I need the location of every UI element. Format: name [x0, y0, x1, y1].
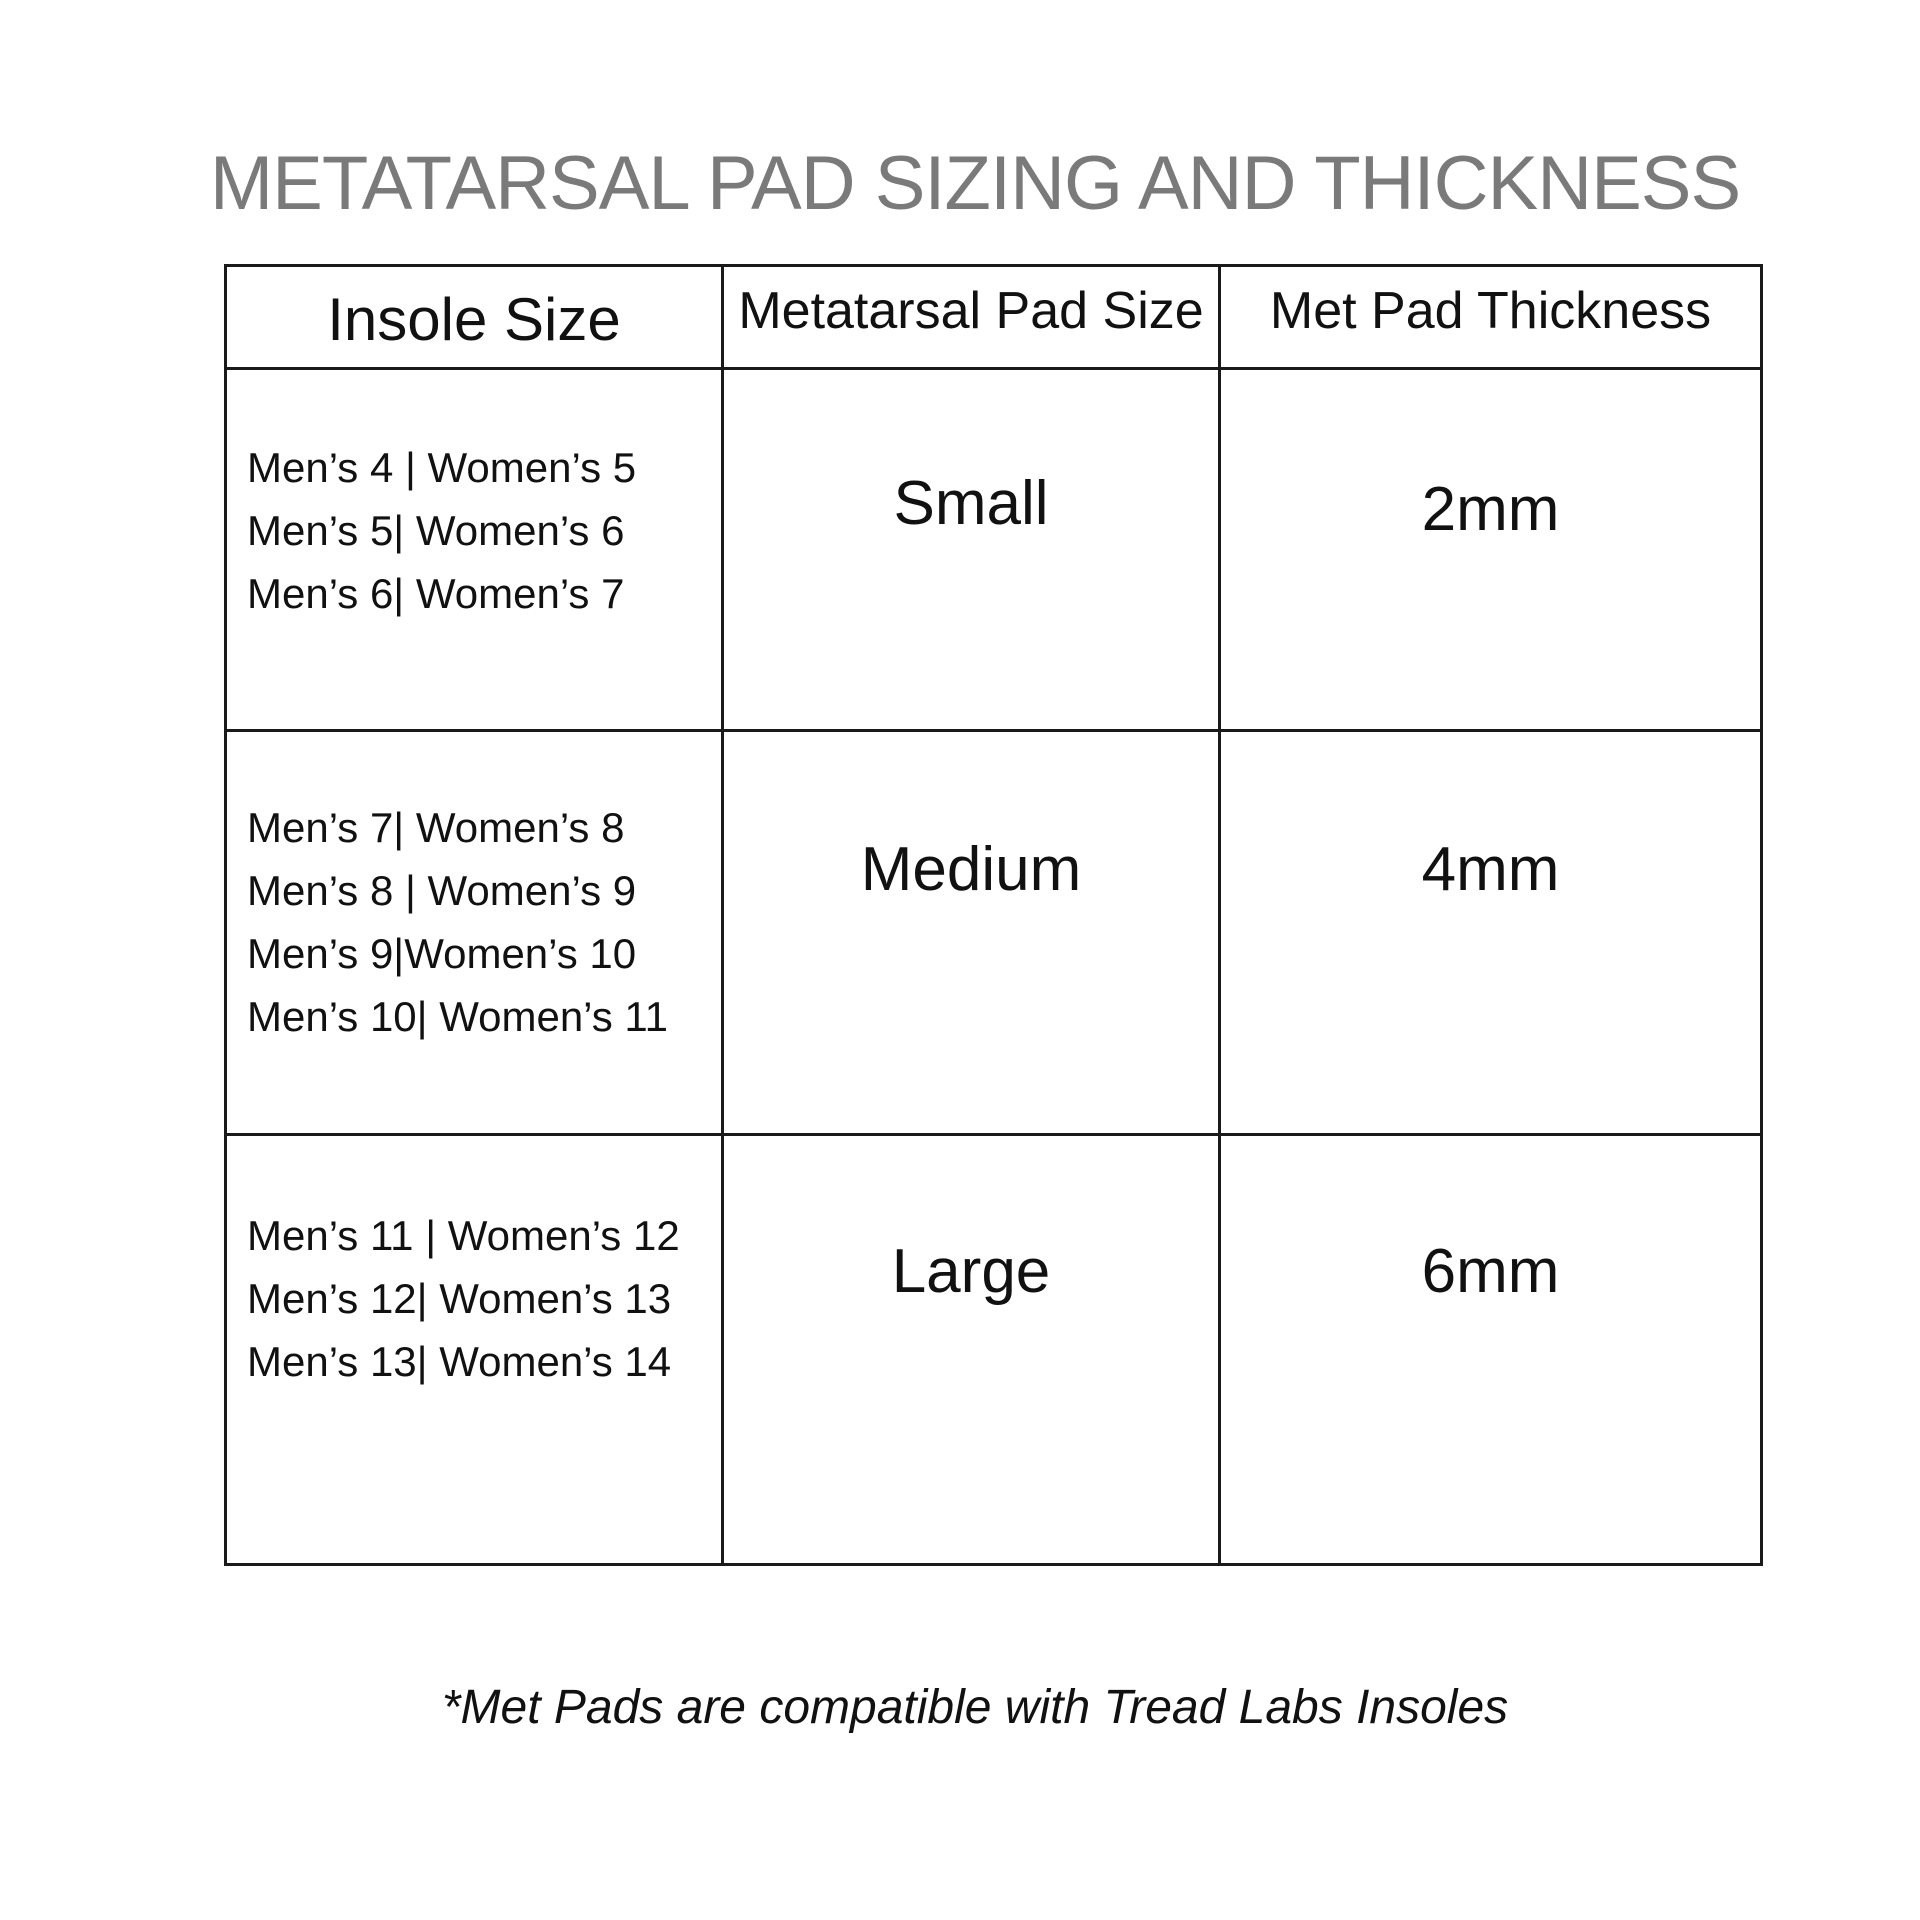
insole-size-line: Men’s 6| Women’s 7 [247, 570, 625, 617]
insole-size-line: Men’s 5| Women’s 6 [247, 507, 625, 554]
insole-size-line: Men’s 13| Women’s 14 [247, 1338, 672, 1385]
insole-size-line: Men’s 10| Women’s 11 [247, 993, 669, 1040]
table-row-large [226, 1135, 1762, 1565]
page-title: METATARSAL PAD SIZING AND THICKNESS [209, 141, 1741, 226]
insole-size-line: Men’s 4 | Women’s 5 [247, 444, 637, 491]
table-row-medium [226, 731, 1762, 1135]
insole-size-line: Men’s 11 | Women’s 12 [247, 1212, 680, 1259]
insole-size-line: Men’s 12| Women’s 13 [247, 1275, 672, 1322]
pad-thickness-cell: 6mm [1220, 1135, 1762, 1565]
insole-size-cell [226, 731, 723, 1135]
pad-size-cell: Medium [723, 731, 1220, 1135]
pad-size-cell: Large [723, 1135, 1220, 1565]
insole-size-line: Men’s 8 | Women’s 9 [247, 867, 637, 914]
table-header-row [226, 266, 1762, 369]
header-pad-thickness: Met Pad Thickness [1220, 266, 1762, 369]
pad-size-cell: Small [723, 369, 1220, 731]
insole-size-cell [226, 369, 723, 731]
header-pad-size: Metatarsal Pad Size [723, 266, 1220, 369]
pad-thickness-cell: 2mm [1220, 369, 1762, 731]
table-row-small [226, 369, 1762, 731]
insole-size-line: Men’s 9|Women’s 10 [247, 930, 637, 977]
footnote: *Met Pads are compatible with Tread Labs Insoles [441, 1681, 1509, 1734]
insole-size-cell [226, 1135, 723, 1565]
insole-size-line: Men’s 7| Women’s 8 [247, 804, 625, 851]
sizing-table [224, 264, 1763, 1566]
header-insole-size: Insole Size [226, 266, 723, 369]
pad-thickness-cell: 4mm [1220, 731, 1762, 1135]
